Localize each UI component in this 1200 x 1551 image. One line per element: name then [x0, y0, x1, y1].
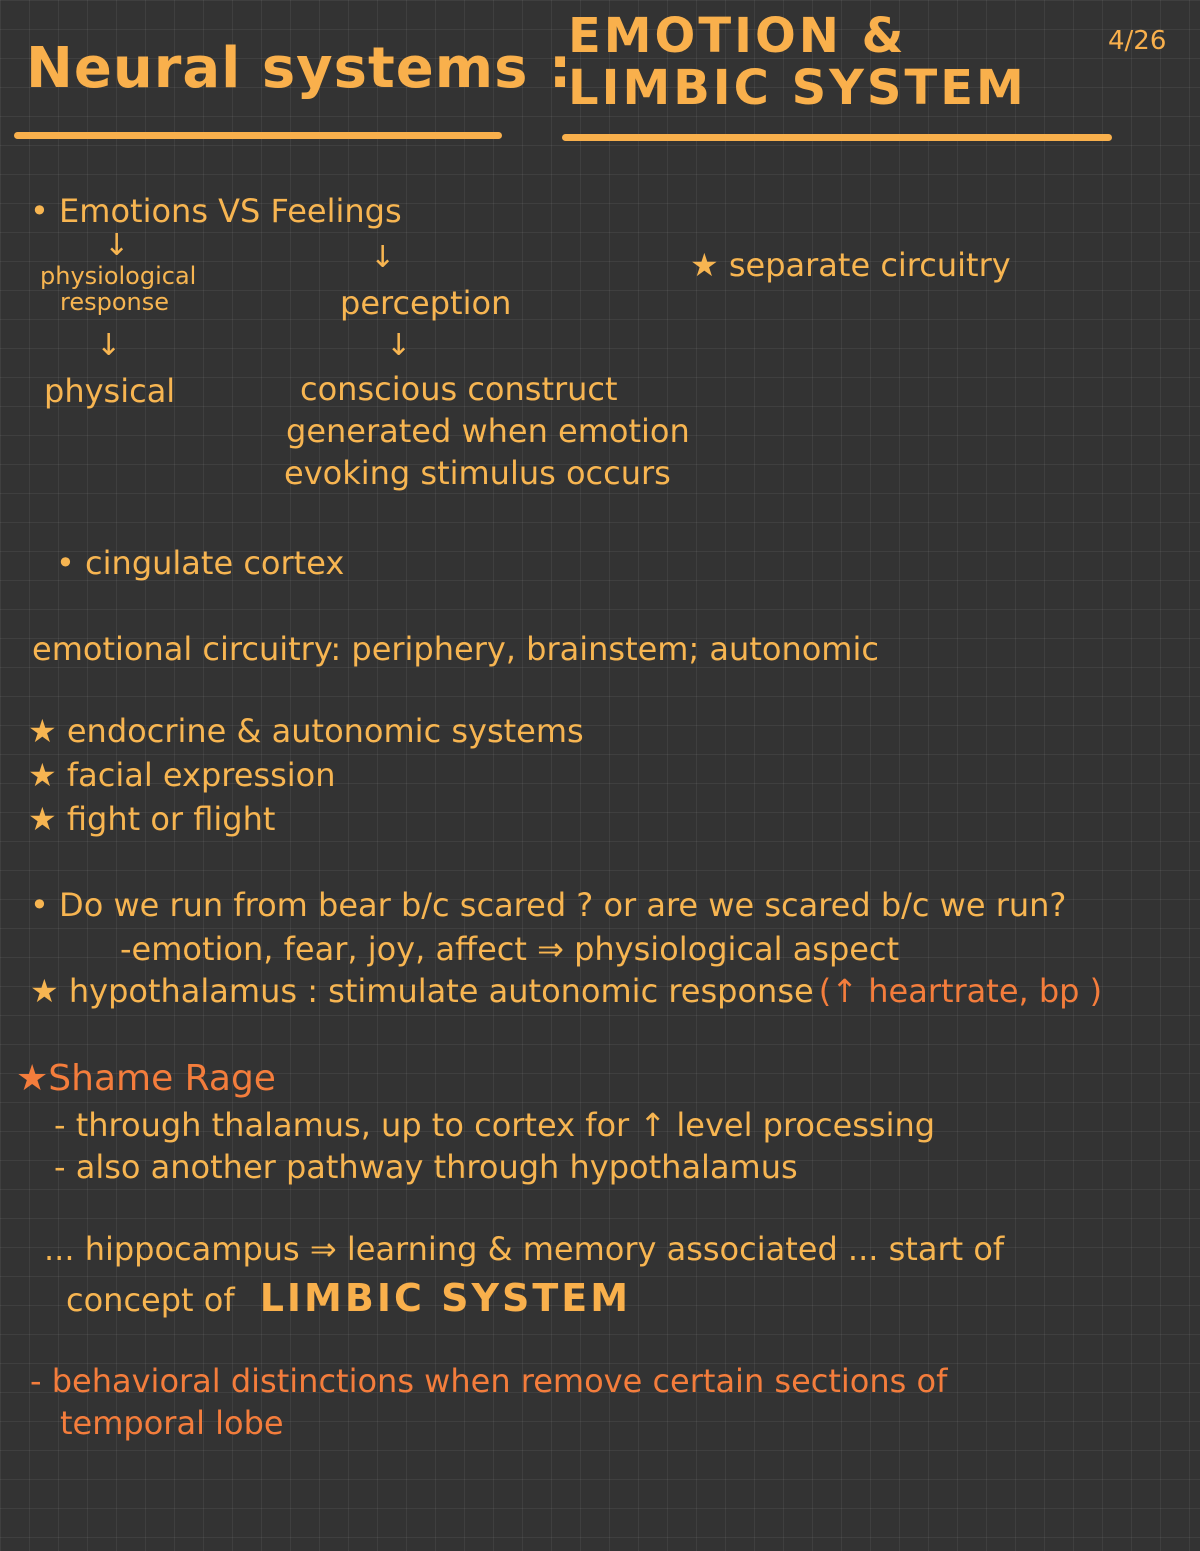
star-item-facial: ★ facial expression	[28, 756, 336, 794]
emotion-physiological: -emotion, fear, joy, affect ⇒ physiological aspect	[120, 930, 900, 968]
conscious-construct-line-3: evoking stimulus occurs	[284, 454, 671, 492]
behavioral-line-2: temporal lobe	[60, 1404, 284, 1442]
heartrate-note: (↑ heartrate, bp )	[818, 972, 1103, 1010]
bear-question: • Do we run from bear b/c scared ? or are we scared b/c we run?	[30, 886, 1067, 924]
response-label: response	[60, 288, 170, 316]
arrow-down-icon: ↓	[96, 328, 122, 363]
arrow-down-icon: ↓	[386, 328, 412, 363]
subtitle-line-1: EMOTION &	[568, 8, 907, 64]
arrow-down-icon: ↓	[370, 240, 396, 275]
hippocampus-line: ... hippocampus ⇒ learning & memory associated ... start of	[44, 1230, 1005, 1268]
subtitle-line-2: LIMBIC SYSTEM	[568, 60, 1027, 116]
conscious-construct-line-2: generated when emotion	[286, 412, 690, 450]
cingulate-cortex: • cingulate cortex	[56, 544, 345, 582]
date: 4/26	[1108, 26, 1167, 56]
separate-circuitry-note: ★ separate circuitry	[690, 246, 1011, 284]
limbic-system-heading: LIMBIC SYSTEM	[259, 1276, 632, 1320]
perception-label: perception	[340, 284, 512, 322]
shame-rage-item-1: - through thalamus, up to cortex for ↑ level processing	[54, 1106, 936, 1144]
hypothalamus-line	[30, 972, 1102, 1010]
shame-rage-item-2: - also another pathway through hypothalamus	[54, 1148, 798, 1186]
star-item-fight-flight: ★ fight or flight	[28, 800, 276, 838]
emotions-vs-feelings: • Emotions VS Feelings	[30, 192, 402, 230]
behavioral-line-1: - behavioral distinctions when remove certain sections of	[30, 1362, 948, 1400]
hypothalamus-text: ★ hypothalamus : stimulate autonomic response	[30, 972, 814, 1010]
shame-rage-title: ★Shame Rage	[16, 1058, 276, 1099]
title-underline-right	[562, 134, 1112, 141]
star-item-endocrine: ★ endocrine & autonomic systems	[28, 712, 584, 750]
concept-of-text: concept of	[66, 1281, 235, 1319]
emotional-circuitry: emotional circuitry: periphery, brainstem; autonomic	[32, 630, 879, 668]
physiological-label: physiological	[40, 262, 197, 290]
conscious-construct-line-1: conscious construct	[300, 370, 618, 408]
title-underline-left	[14, 132, 502, 139]
page-title: Neural systems :	[26, 36, 573, 101]
physical-label: physical	[44, 372, 176, 410]
limbic-concept-line	[66, 1276, 631, 1320]
arrow-down-icon: ↓	[104, 228, 130, 263]
